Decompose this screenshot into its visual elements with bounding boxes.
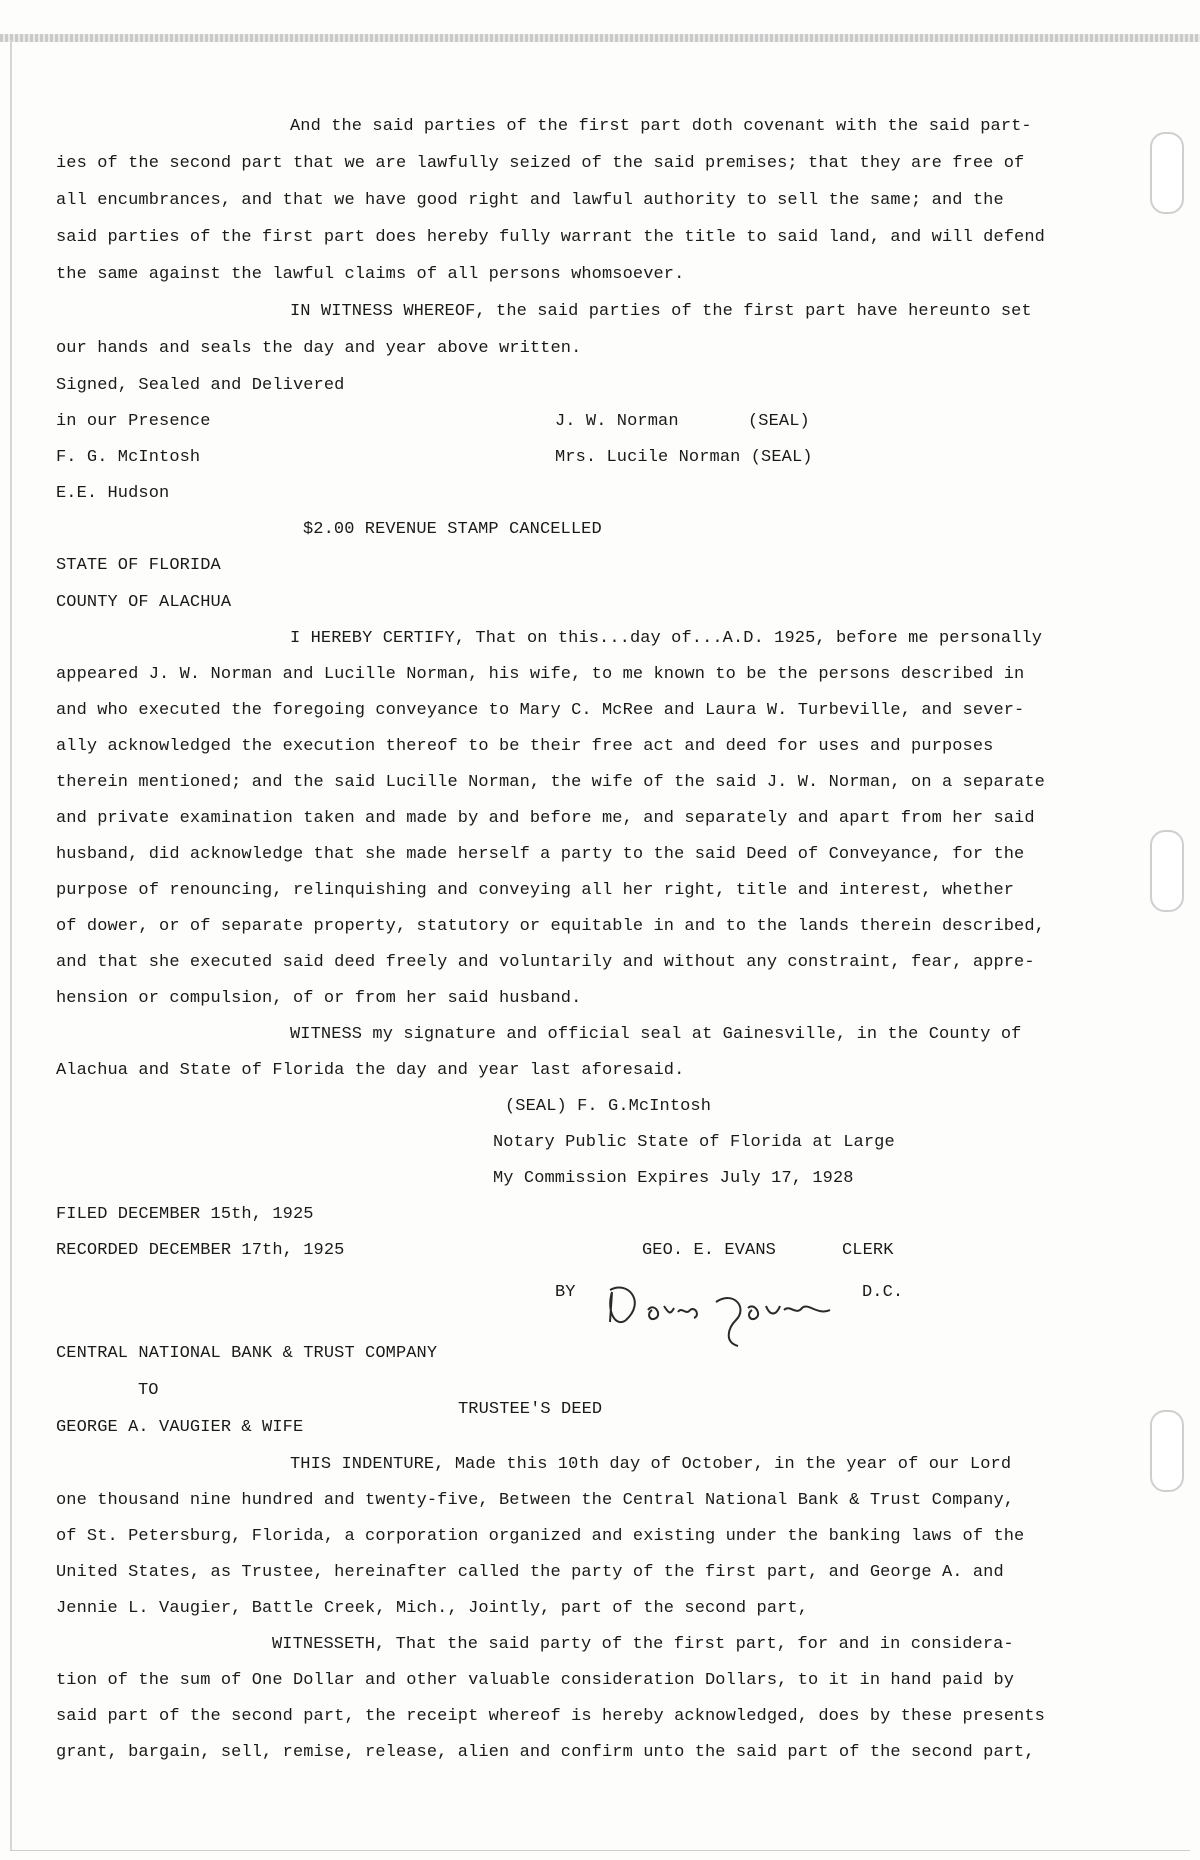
bottom-border bbox=[10, 1850, 1190, 1851]
text-line: United States, as Trustee, hereinafter called the party of the first part, and George A. and bbox=[56, 1563, 1004, 1582]
text-line: and that she executed said deed freely and voluntarily and without any constraint, fear, appre- bbox=[56, 953, 1035, 972]
text-line: and private examination taken and made by and before me, and separately and apart from her said bbox=[56, 809, 1035, 828]
text-line: appeared J. W. Norman and Lucille Norman, his wife, to me known to be the persons described in bbox=[56, 665, 1025, 684]
text-line: purpose of renouncing, relinquishing and conveying all her right, title and interest, whether bbox=[56, 881, 1015, 900]
text-line: ally acknowledged the execution thereof to be their free act and deed for uses and purposes bbox=[56, 737, 994, 756]
text-line: tion of the sum of One Dollar and other valuable consideration Dollars, to it in hand paid by bbox=[56, 1671, 1015, 1690]
binder-hole bbox=[1150, 132, 1184, 214]
text-line: hension or compulsion, of or from her said husband. bbox=[56, 989, 582, 1008]
filed-date: FILED DECEMBER 15th, 1925 bbox=[56, 1205, 314, 1224]
text-line: Signed, Sealed and Delivered bbox=[56, 376, 345, 395]
clerk-title: CLERK bbox=[842, 1241, 894, 1260]
binder-hole bbox=[1150, 830, 1184, 912]
grantor-name: CENTRAL NATIONAL BANK & TRUST COMPANY bbox=[56, 1344, 438, 1363]
to-label: TO bbox=[138, 1381, 159, 1400]
text-line: ies of the second part that we are lawfully seized of the said premises; that they are free of bbox=[56, 154, 1025, 173]
text-line: said parties of the first part does hereby fully warrant the title to said land, and will defend bbox=[56, 228, 1045, 247]
recorded-date: RECORDED DECEMBER 17th, 1925 bbox=[56, 1241, 345, 1260]
text-line: of St. Petersburg, Florida, a corporation organized and existing under the banking laws of the bbox=[56, 1527, 1025, 1546]
text-line: husband, did acknowledge that she made herself a party to the said Deed of Conveyance, for the bbox=[56, 845, 1025, 864]
clerk-name: GEO. E. EVANS bbox=[642, 1241, 776, 1260]
deputy-clerk-label: D.C. bbox=[862, 1283, 904, 1302]
text-line: WITNESSETH, That the said party of the first part, for and in considera- bbox=[272, 1635, 1014, 1654]
notary-title: Notary Public State of Florida at Large bbox=[493, 1133, 895, 1152]
deed-title: TRUSTEE'S DEED bbox=[458, 1400, 603, 1419]
text-line: I HEREBY CERTIFY, That on this...day of...A.D. 1925, before me personally bbox=[290, 629, 1043, 648]
text-line: Alachua and State of Florida the day and year last aforesaid. bbox=[56, 1061, 685, 1080]
stamp-note: $2.00 REVENUE STAMP CANCELLED bbox=[303, 520, 602, 539]
text-line: our hands and seals the day and year above written. bbox=[56, 339, 582, 358]
witness-name: E.E. Hudson bbox=[56, 484, 170, 503]
text-line: all encumbrances, and that we have good right and lawful authority to sell the same; and the bbox=[56, 191, 1004, 210]
top-border bbox=[0, 34, 1200, 42]
text-line: WITNESS my signature and official seal at Gainesville, in the County of bbox=[290, 1025, 1022, 1044]
county-heading: COUNTY OF ALACHUA bbox=[56, 593, 232, 612]
handwritten-signature bbox=[598, 1272, 858, 1352]
text-line: said part of the second part, the receipt whereof is hereby acknowledged, does by these presents bbox=[56, 1707, 1045, 1726]
commission-expiry: My Commission Expires July 17, 1928 bbox=[493, 1169, 854, 1188]
by-label: BY bbox=[555, 1283, 576, 1302]
text-line: and who executed the foregoing conveyance to Mary C. McRee and Laura W. Turbeville, and sever- bbox=[56, 701, 1025, 720]
grantee-name: GEORGE A. VAUGIER & WIFE bbox=[56, 1418, 304, 1437]
text-line: Jennie L. Vaugier, Battle Creek, Mich., Jointly, part of the second part, bbox=[56, 1599, 809, 1618]
text-line: in our Presence bbox=[56, 412, 211, 431]
notary-name: (SEAL) F. G.McIntosh bbox=[505, 1097, 712, 1116]
signer-name: J. W. Norman bbox=[555, 412, 679, 431]
text-line: therein mentioned; and the said Lucille Norman, the wife of the said J. W. Norman, on a separate bbox=[56, 773, 1045, 792]
binder-hole bbox=[1150, 1410, 1184, 1492]
state-heading: STATE OF FLORIDA bbox=[56, 556, 221, 575]
text-line: THIS INDENTURE, Made this 10th day of October, in the year of our Lord bbox=[290, 1455, 1012, 1474]
signer-name: Mrs. Lucile Norman (SEAL) bbox=[555, 448, 813, 467]
text-line: the same against the lawful claims of all persons whomsoever. bbox=[56, 265, 685, 284]
text-line: grant, bargain, sell, remise, release, alien and confirm unto the said part of the second part, bbox=[56, 1743, 1035, 1762]
text-line: one thousand nine hundred and twenty-five, Between the Central National Bank & Trust Company, bbox=[56, 1491, 1015, 1510]
left-margin-line bbox=[10, 40, 12, 1850]
seal-label: (SEAL) bbox=[748, 412, 810, 431]
text-line: of dower, or of separate property, statutory or equitable in and to the lands therein described, bbox=[56, 917, 1045, 936]
witness-name: F. G. McIntosh bbox=[56, 448, 201, 467]
text-line: And the said parties of the first part doth covenant with the said part- bbox=[290, 117, 1032, 136]
text-line: IN WITNESS WHEREOF, the said parties of the first part have hereunto set bbox=[290, 302, 1032, 321]
